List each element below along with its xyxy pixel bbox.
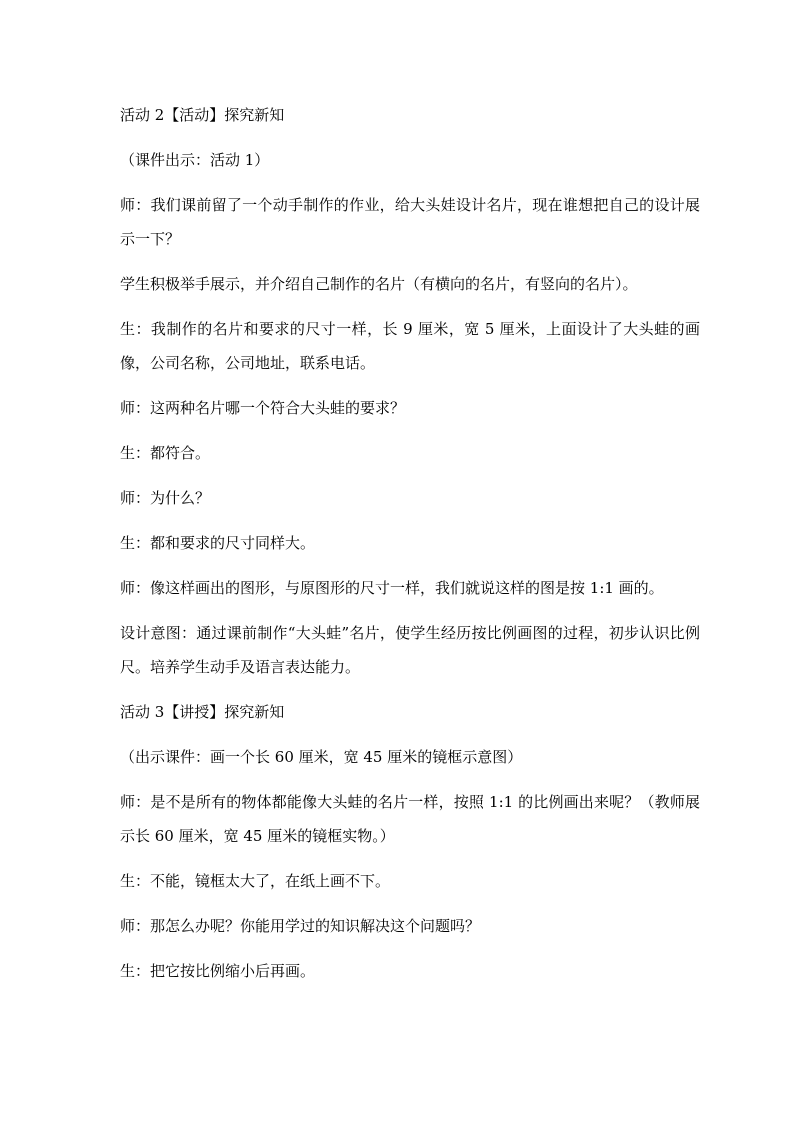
teacher-line: 师：为什么？ bbox=[120, 489, 211, 507]
teacher-line: 师：是不是所有的物体都能像大头蛙的名片一样，按照 1:1 的比例画出来呢？（教师展示长 60 厘米，宽 45 厘米的镜框实物。） bbox=[120, 793, 700, 845]
narration-line: 学生积极举手展示，并介绍自己制作的名片（有横向的名片，有竖向的名片）。 bbox=[120, 275, 638, 293]
design-intent: 设计意图：通过课前制作“大头蛙”名片，使学生经历按比例画图的过程，初步认识比例尺。培养学生动手及语言表达能力。 bbox=[120, 624, 700, 676]
teacher-line: 师：这两种名片哪一个符合大头蛙的要求？ bbox=[120, 399, 406, 417]
student-line: 生：都和要求的尺寸同样大。 bbox=[120, 534, 316, 552]
document-body bbox=[120, 98, 700, 999]
student-line: 生：把它按比例缩小后再画。 bbox=[120, 962, 316, 980]
section-heading-activity-2: 活动 2【活动】探究新知 bbox=[120, 106, 285, 124]
teacher-line: 师：我们课前留了一个动手制作的作业，给大头娃设计名片，现在谁想把自己的设计展示一下？ bbox=[120, 196, 700, 248]
student-line: 生：不能，镜框太大了，在纸上画不下。 bbox=[120, 872, 391, 890]
courseware-note: （出示课件：画一个长 60 厘米，宽 45 厘米的镜框示意图） bbox=[120, 748, 523, 766]
teacher-line: 师：像这样画出的图形，与原图形的尺寸一样，我们就说这样的图是按 1:1 画的。 bbox=[120, 579, 664, 597]
section-heading-activity-3: 活动 3【讲授】探究新知 bbox=[120, 703, 285, 721]
student-line: 生：都符合。 bbox=[120, 444, 211, 462]
teacher-line: 师：那怎么办呢？你能用学过的知识解决这个问题吗？ bbox=[120, 917, 481, 935]
courseware-note: （课件出示：活动 1） bbox=[120, 151, 270, 169]
student-line: 生：我制作的名片和要求的尺寸一样，长 9 厘米，宽 5 厘米，上面设计了大头蛙的画像，公司名称，公司地址，联系电话。 bbox=[120, 320, 700, 372]
